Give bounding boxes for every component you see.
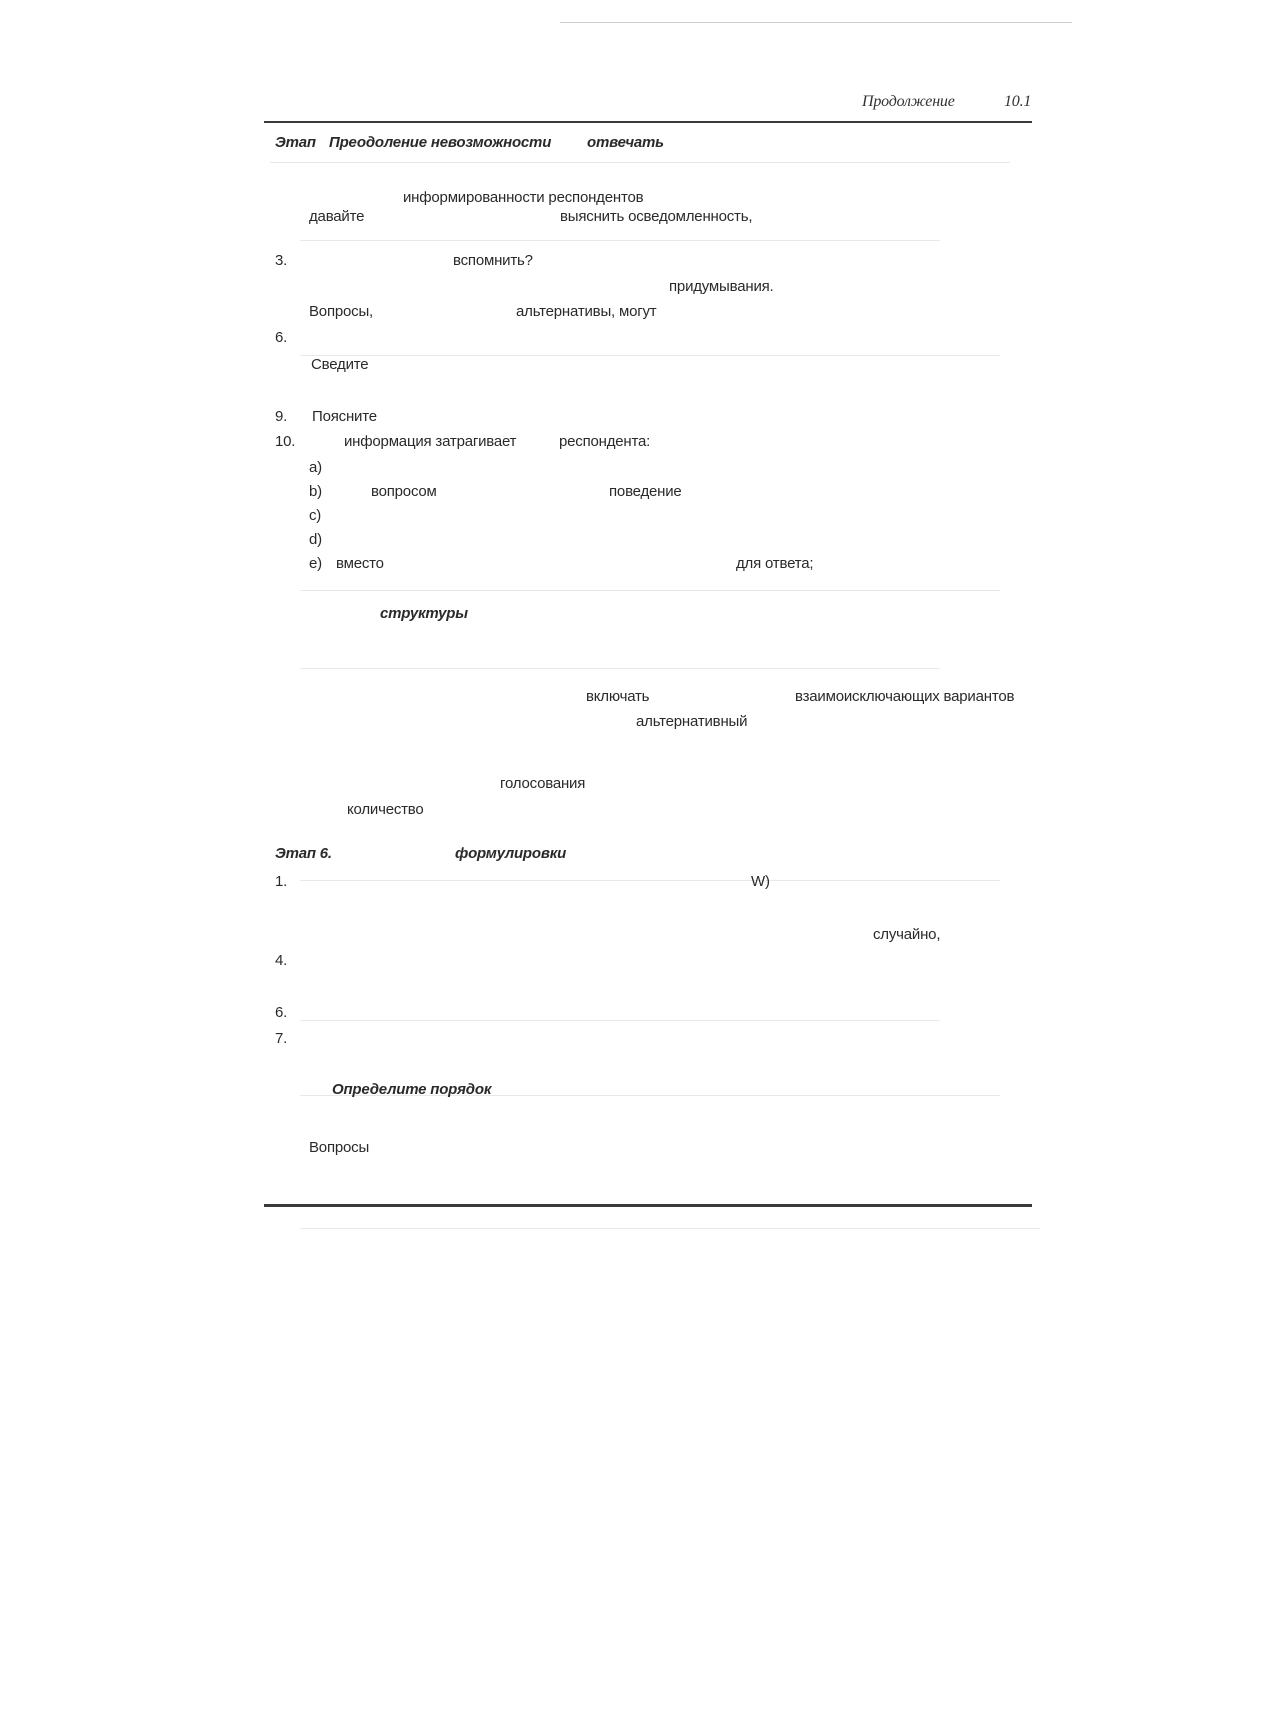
- item-number-6: 6.: [275, 329, 288, 346]
- scan-residue: [300, 590, 1000, 591]
- structure-heading: структуры: [380, 605, 468, 622]
- footer-rule: [264, 1204, 1032, 1207]
- running-header-title: Продолжение: [862, 93, 955, 110]
- stage6-label: Этап 6.: [275, 845, 332, 862]
- line-alternatives-can: альтернативы, могут: [516, 303, 657, 320]
- item-number-6b: 6.: [275, 1004, 288, 1021]
- header-rule: [264, 121, 1032, 123]
- scan-residue: [300, 240, 940, 241]
- item-number-7: 7.: [275, 1030, 288, 1047]
- subitem-c: c): [309, 507, 322, 524]
- item-number-3: 3.: [275, 252, 288, 269]
- subitem-e-text1: вместо: [336, 555, 384, 572]
- line-mutually-exclusive: взаимоисключающих вариантов: [795, 688, 1015, 705]
- scan-residue: [300, 1020, 940, 1021]
- line-voting: голосования: [500, 775, 586, 792]
- subitem-b-text1: вопросом: [371, 483, 437, 500]
- line-include: включать: [586, 688, 650, 705]
- running-header-number: 10.1: [1004, 93, 1032, 110]
- subitem-b-text2: поведение: [609, 483, 682, 500]
- order-heading: Определите порядок: [332, 1081, 492, 1098]
- item-number-10: 10.: [275, 433, 296, 450]
- subitem-d: d): [309, 531, 322, 548]
- item-number-1: 1.: [275, 873, 288, 890]
- line-w: W): [751, 873, 770, 890]
- scan-residue: [300, 355, 1000, 356]
- scan-residue: [300, 1228, 1040, 1229]
- subitem-b: b): [309, 483, 322, 500]
- subitem-e: e): [309, 555, 322, 572]
- item-number-4: 4.: [275, 952, 288, 969]
- line-explain: Поясните: [312, 408, 377, 425]
- line-questions: Вопросы,: [309, 303, 374, 320]
- line-invent: придумывания.: [669, 278, 774, 295]
- line-questions-final: Вопросы: [309, 1139, 370, 1156]
- stage5-title: Преодоление невозможности: [329, 134, 552, 151]
- line-alternative: альтернативный: [636, 713, 748, 730]
- line-random: случайно,: [873, 926, 941, 943]
- subitem-a: a): [309, 459, 322, 476]
- scan-residue: [270, 162, 1010, 163]
- line-lets: давайте: [309, 208, 365, 225]
- line-find-out: выяснить осведомленность,: [560, 208, 753, 225]
- stage6-title: формулировки: [455, 845, 567, 862]
- line-info-touches: информация затрагивает: [344, 433, 517, 450]
- subitem-e-text2: для ответа;: [736, 555, 814, 572]
- top-scan-line: [560, 22, 1072, 23]
- line-remember: вспомнить?: [453, 252, 533, 269]
- stage5-label: Этап: [275, 134, 316, 151]
- scan-residue: [300, 668, 940, 669]
- item-number-9: 9.: [275, 408, 288, 425]
- line-respondent: респондента:: [559, 433, 651, 450]
- line-informed: информированности респондентов: [403, 189, 644, 206]
- line-reduce: Сведите: [311, 356, 369, 373]
- scan-residue: [300, 880, 1000, 881]
- stage5-word: отвечать: [587, 134, 664, 151]
- line-quantity: количество: [347, 801, 424, 818]
